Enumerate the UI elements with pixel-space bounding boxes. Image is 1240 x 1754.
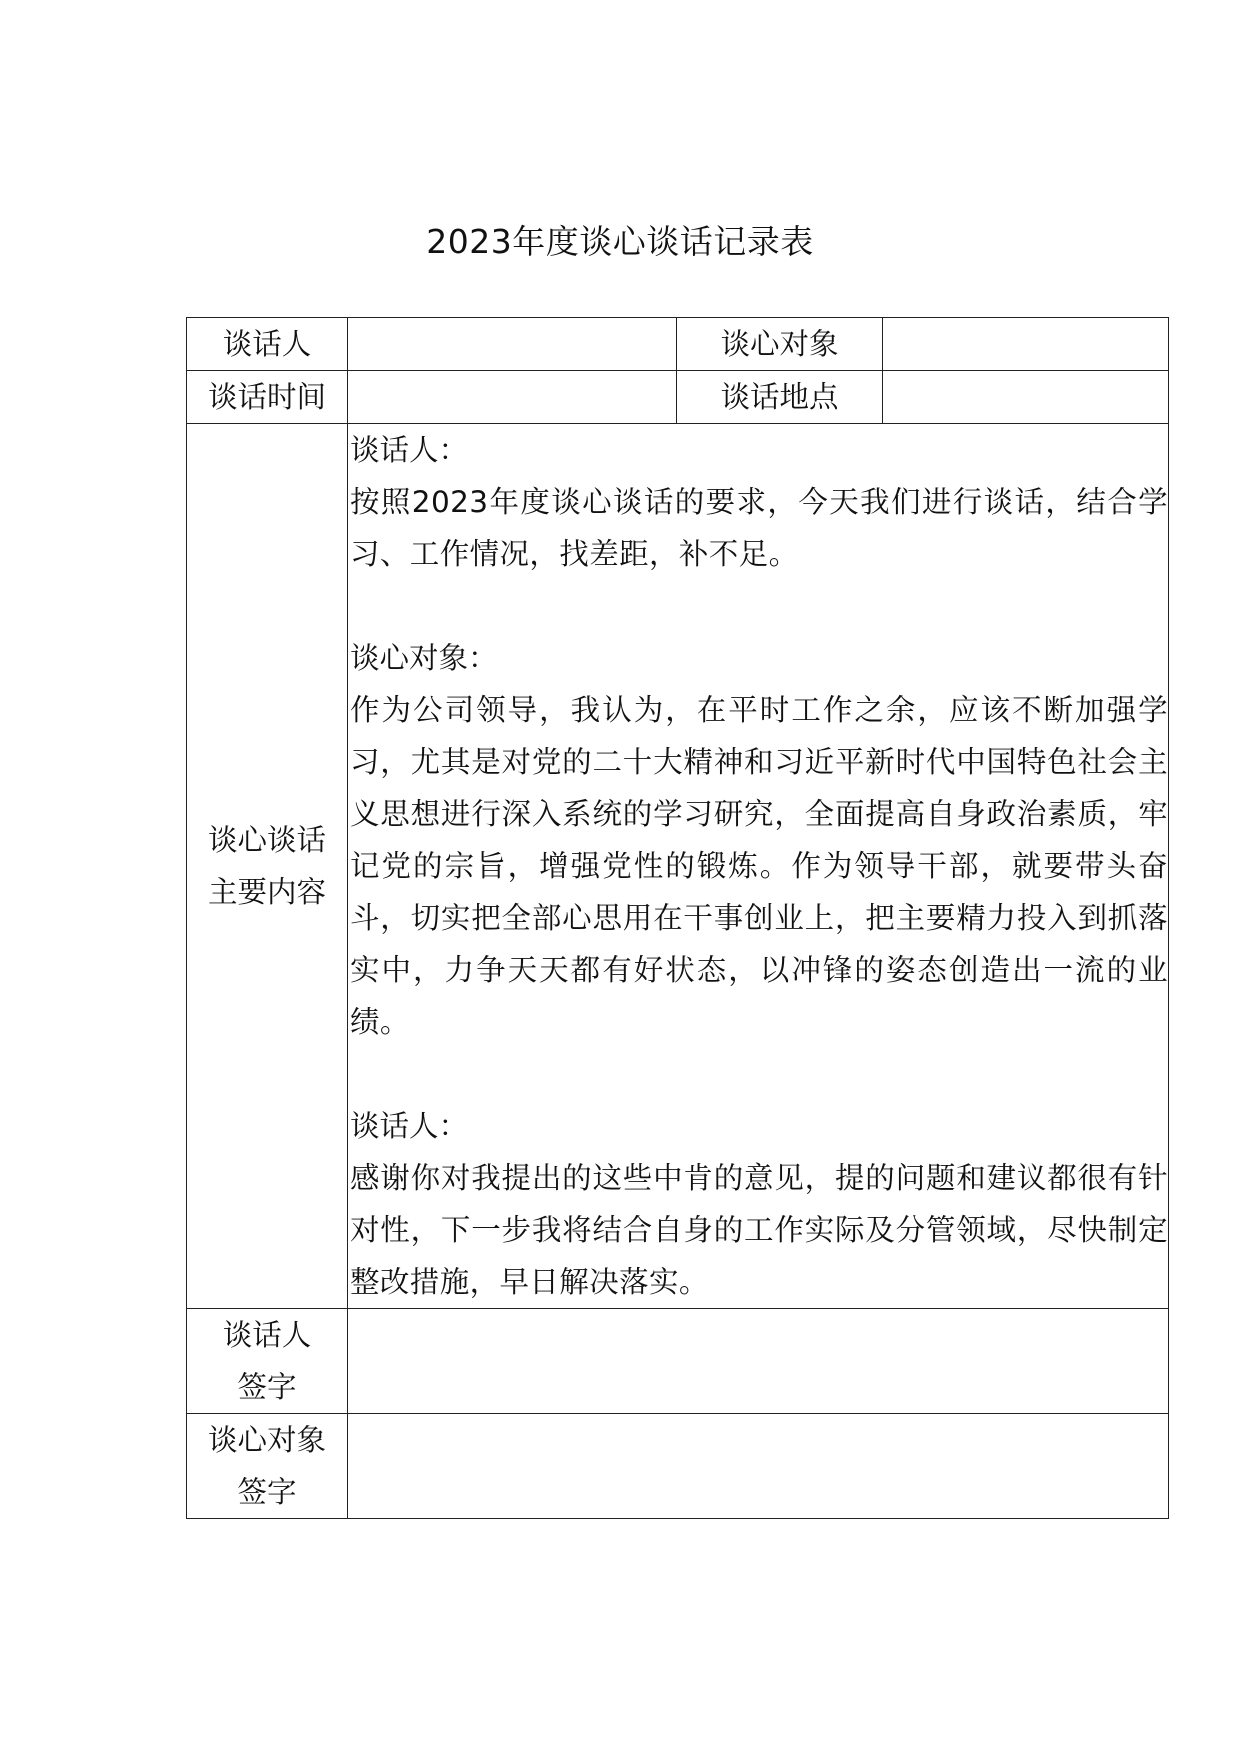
talk-location-label: 谈话地点	[677, 371, 883, 424]
content-body[interactable]	[348, 424, 1169, 1309]
section-3-speaker: 谈话人：	[350, 1109, 469, 1143]
talk-location-field[interactable]	[883, 371, 1169, 424]
talker-field[interactable]	[348, 318, 677, 371]
section-3-text: 感谢你对我提出的这些中肯的意见，提的问题和建议都很有针对性，下一步我将结合自身的工作实际及分管领域，尽快制定整改措施，早日解决落实。	[350, 1161, 1168, 1299]
talker-signature-field[interactable]	[348, 1309, 1169, 1414]
target-sign-label-line1: 谈心对象	[207, 1423, 326, 1457]
talk-target-label: 谈心对象	[677, 318, 883, 371]
talker-label: 谈话人	[187, 318, 348, 371]
talk-time-label: 谈话时间	[187, 371, 348, 424]
section-1-text: 按照2023年度谈心谈话的要求，今天我们进行谈话，结合学习、工作情况，找差距，补不足。	[350, 485, 1168, 571]
table-row-target-sign	[187, 1414, 1169, 1519]
talker-sign-label-line1: 谈话人	[222, 1318, 312, 1352]
talker-sign-label	[187, 1309, 348, 1414]
content-label-line2: 主要内容	[207, 875, 326, 909]
section-2-text: 作为公司领导，我认为，在平时工作之余，应该不断加强学习，尤其是对党的二十大精神和习近平新时代中国特色社会主义思想进行深入系统的学习研究，全面提高自身政治素质，牢记党的宗旨，增强党性的锻炼。作为领导干部，就要带头奋斗，切实把全部心思用在干事创业上，把主要精力投入到抓落实中，力争天天都有好状态，以冲锋的姿态创造出一流的业绩。	[350, 693, 1168, 1039]
table-row-content	[187, 424, 1169, 1309]
section-1-speaker: 谈话人：	[350, 433, 469, 467]
talk-target-field[interactable]	[883, 318, 1169, 371]
section-2-speaker: 谈心对象：	[350, 641, 498, 675]
table-row-time	[187, 371, 1169, 424]
document-title: 2023年度谈心谈话记录表	[426, 222, 814, 261]
talk-record-table	[186, 317, 1169, 1519]
talker-sign-label-line2: 签字	[237, 1370, 297, 1404]
section-gap	[350, 580, 1168, 632]
section-gap	[350, 1048, 1168, 1100]
content-label	[187, 424, 348, 1309]
talk-time-field[interactable]	[348, 371, 677, 424]
table-row-talker-sign	[187, 1309, 1169, 1414]
target-sign-label-line2: 签字	[237, 1475, 297, 1509]
content-label-line1: 谈心谈话	[207, 823, 326, 857]
table-row-talker	[187, 318, 1169, 371]
target-signature-field[interactable]	[348, 1414, 1169, 1519]
target-sign-label	[187, 1414, 348, 1519]
